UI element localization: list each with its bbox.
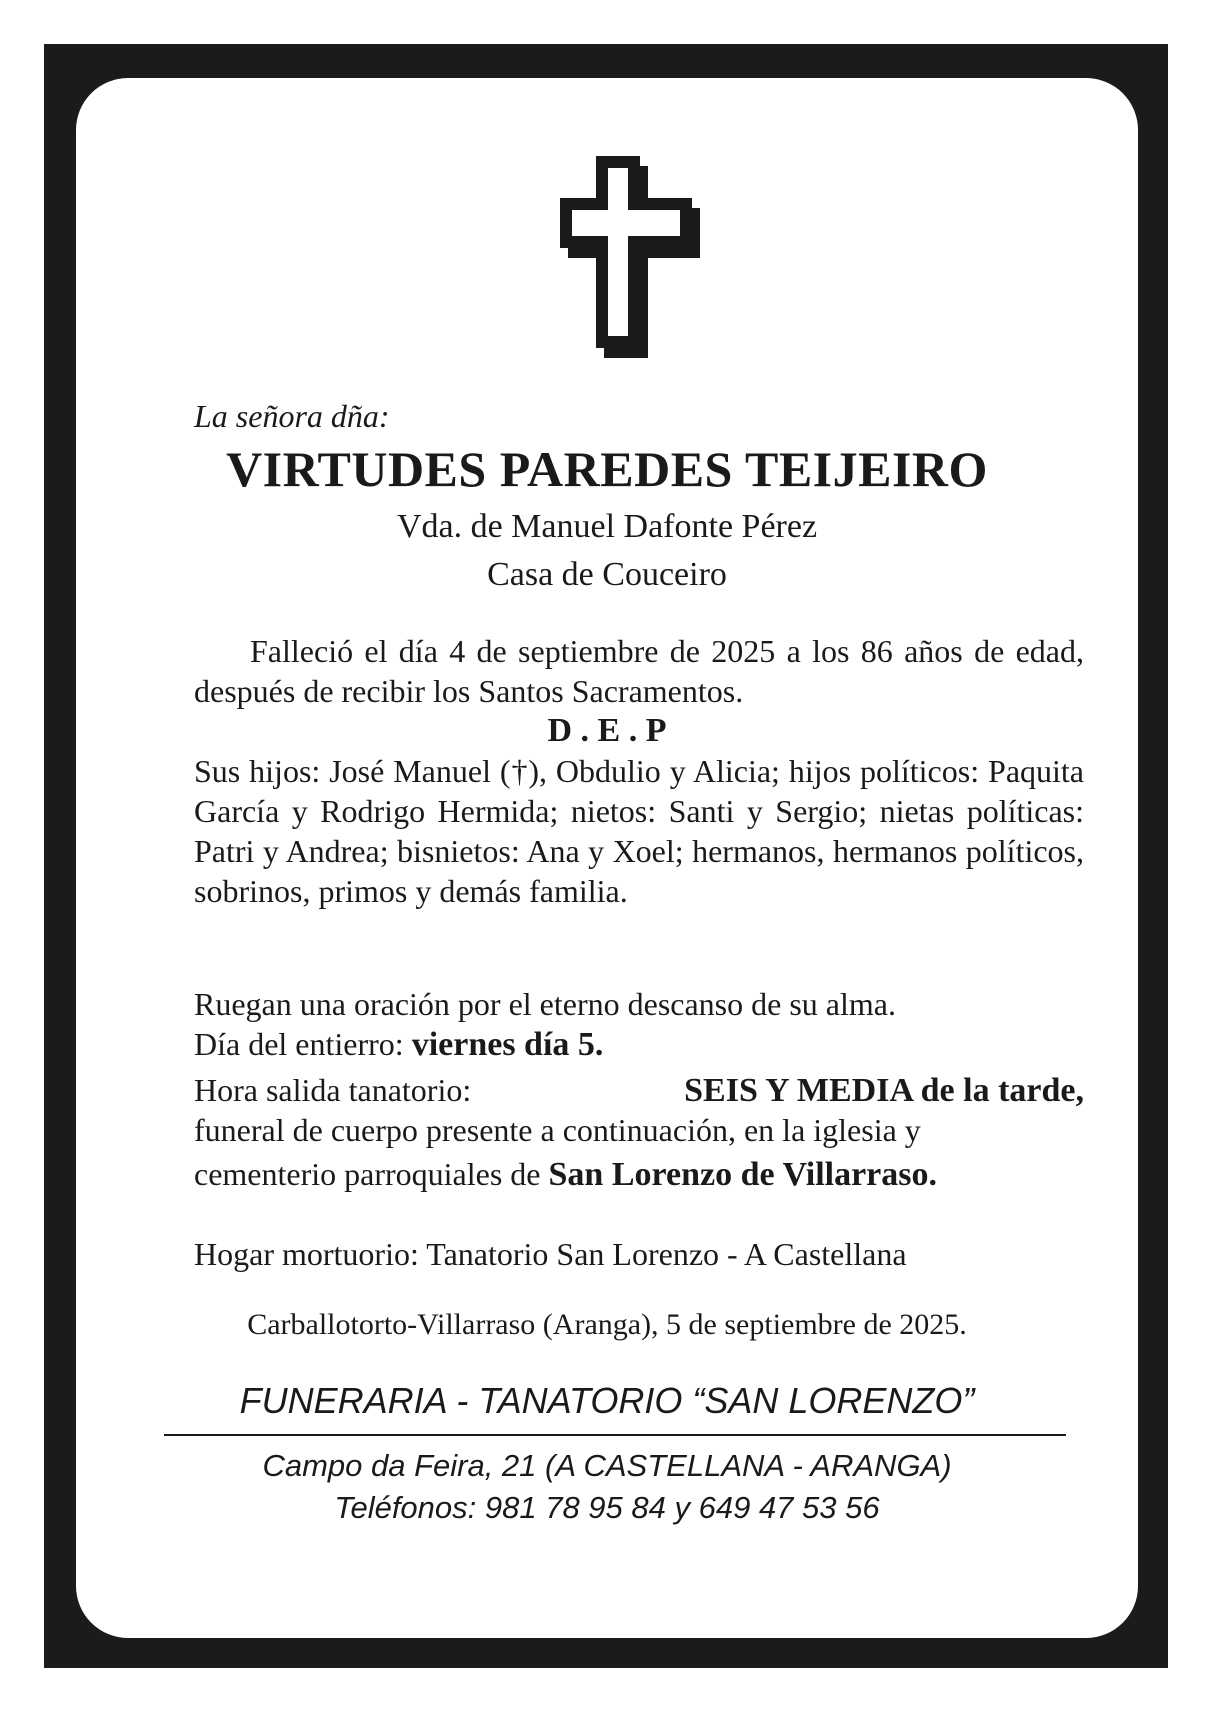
latin-cross-icon bbox=[560, 156, 708, 360]
burial-label: Día del entierro: bbox=[194, 1026, 404, 1062]
death-statement: Falleció el día 4 de septiembre de 2025 a los 86 años de edad, después de recibir los Santos Sacramentos. bbox=[194, 633, 1084, 709]
deceased-name: VIRTUDES PAREDES TEIJEIRO bbox=[226, 441, 988, 497]
departure-time: SEIS Y MEDIA de la tarde, bbox=[684, 1072, 1084, 1109]
place-date: Carballotorto-Villarraso (Aranga), 5 de septiembre de 2025. bbox=[247, 1308, 967, 1341]
house-name: Casa de Couceiro bbox=[487, 556, 727, 593]
cemetery-place: San Lorenzo de Villarraso. bbox=[548, 1156, 937, 1193]
burial-day: viernes día 5. bbox=[411, 1026, 604, 1063]
cemetery-line bbox=[194, 1156, 1084, 1194]
family-list: Sus hijos: José Manuel (†), Obdulio y Alicia; hijos políticos: Paquita García y Rodrigo Hermida; nietos: Santi y Sergio; nietas políticas: Patri y Andrea; bisnietos: Ana y Xoel; hermanos, hermanos políticos, sobrinos, primos y demás familia. bbox=[194, 753, 1084, 909]
departure-line bbox=[194, 1072, 1084, 1110]
divider bbox=[164, 1434, 1066, 1436]
funeral-line: funeral de cuerpo presente a continuación, en la iglesia y bbox=[194, 1112, 921, 1148]
burial-line bbox=[194, 1026, 1084, 1064]
widow-of: Vda. de Manuel Dafonte Pérez bbox=[396, 508, 818, 545]
funeral-home-address: Campo da Feira, 21 (A CASTELLANA - ARANGA) bbox=[262, 1448, 952, 1483]
mortuary-line: Hogar mortuorio: Tanatorio San Lorenzo - A Castellana bbox=[194, 1236, 907, 1272]
dep-initials: D . E . P bbox=[547, 712, 667, 749]
mourning-border bbox=[44, 44, 1168, 1668]
departure-label: Hora salida tanatorio: bbox=[194, 1072, 472, 1108]
greeting: La señora dña: bbox=[194, 398, 390, 434]
funeral-home-phones: Teléfonos: 981 78 95 84 y 649 47 53 56 bbox=[334, 1490, 880, 1525]
obituary-card bbox=[76, 78, 1138, 1638]
cemetery-prefix: cementerio parroquiales de bbox=[194, 1156, 541, 1192]
prayer-request: Ruegan una oración por el eterno descanso de su alma. bbox=[194, 986, 896, 1022]
funeral-home-name: FUNERARIA - TANATORIO “SAN LORENZO” bbox=[239, 1380, 975, 1421]
